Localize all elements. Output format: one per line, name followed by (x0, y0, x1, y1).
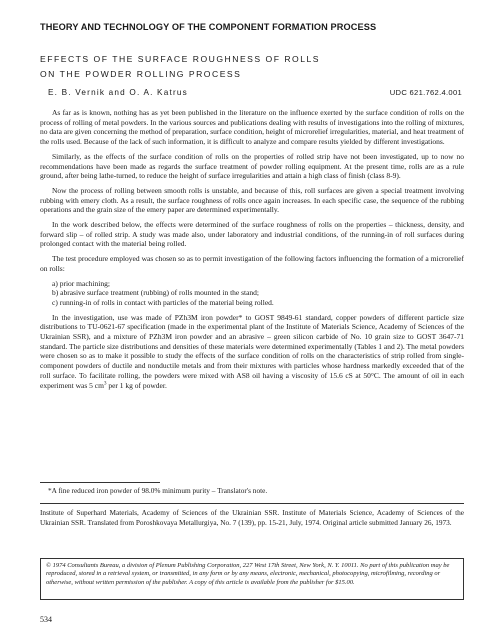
paragraph: The test procedure employed was chosen so as to permit investigation of the following factors influencing the formation of a microrelief on rolls: (40, 254, 464, 273)
superscript: 3 (103, 381, 107, 387)
paragraph: As far as is known, nothing has as yet been published in the literature on the influence exerted by the surface condition of rolls on the process of rolling of metal powders. In the various sources and publications dealing with results of investigations into the rolling of mixtures, no data are given concerning the method of preparation, surface condition, height of microrelief irregularities, material, and heat treatment of the rolls used. Because of the lack of such information, it is difficult to analyze and compare results yielded by different investigations. (40, 108, 464, 147)
footnote-divider (40, 482, 160, 483)
page-number: 534 (40, 615, 52, 624)
affiliation: Institute of Superhard Materials, Academy of Sciences of the Ukrainian SSR. Institute of Materials Science, Academy of Sciences of the Ukrainian SSR. Translated from Poroshkovaya Metallurgiya, No. 7 (139), pp. 15-21, July, 1974. Original article submitted January 26, 1973. (40, 508, 464, 527)
paragraph: Now the process of rolling between smooth rolls is unstable, and because of this, roll surfaces are given a special treatment involving rubbing with emery cloth. As a result, the surface roughness of rolls once again increases. In each specific case, the sequence of the rubbing operations and the grain size of the emery paper are determined experimentally. (40, 185, 464, 215)
authors: E. B. Vernik and O. A. Katrus (48, 88, 188, 97)
footnote: *A fine reduced iron powder of 98.0% minimum purity – Translator's note. (48, 486, 268, 495)
article-body (40, 108, 464, 395)
paragraph: In the work described below, the effects were determined of the surface roughness of rolls on the properties – thickness, density, and forward slip – of rolled strip. A study was made also, under laboratory and industrial conditions, of the running-in of roll surfaces during prolonged contact with the material being rolled. (40, 220, 464, 249)
article-title (40, 52, 320, 82)
section-title: THEORY AND TECHNOLOGY OF THE COMPONENT FORMATION PROCESS (40, 22, 377, 32)
list-item: c) running-in of rolls in contact with particles of the material being rolled. (52, 297, 274, 307)
paragraph-text: In the investigation, use was made of PZh3M iron powder* to GOST 9849-61 standard, copper powders of different particle size distributions to TU-0621-67 specification (made in the experimental plant of the Institute of Materials Science, Academy of Sciences of the Ukrainian SSR), and a mixture of PZh3M iron powder and an abrasive – green silicon carbide of No. 10 grain size to GOST 3647-71 standard. The particle size distributions and densities of these materials were determined experimentally (Tables 1 and 2). The metal powders were chosen so as to make it possible to study the effects of the surface condition of rolls on the characteristics of strip rolled from single-component powders of ductile and nonductile metals and from their mixtures with particles whose hardness markedly exceeded that of the roll surface. To facilitate rolling, the powders were mixed with AS8 oil having a viscosity of 15.6 cS at 50°C. The amount of oil in each experiment was 5 cm (40, 312, 464, 390)
udc-code: UDC 621.762.4.001 (389, 88, 462, 97)
paragraph-text-end: per 1 kg of powder. (106, 380, 167, 390)
article-title-line2: ON THE POWDER ROLLING PROCESS (40, 69, 242, 79)
list-item: b) abrasive surface treatment (rubbing) of rolls mounted in the stand; (52, 288, 260, 298)
affiliation-divider (40, 503, 464, 504)
article-title-line1: EFFECTS OF THE SURFACE ROUGHNESS OF ROLLS (40, 54, 321, 64)
list-item: a) prior machining; (52, 278, 110, 288)
paragraph (40, 313, 464, 391)
copyright-box: © 1974 Consultants Bureau, a division of Plenum Publishing Corporation, 227 West 17th Street, New York, N. Y. 10011. No part of this publication may be reproduced, stored in a retrieval system, or transmitted, in any form or by any means, electronic, mechanical, photocopying, microfilming, recording or otherwise, without written permission of the publisher. A copy of this article is available from the publisher for $15.00. (40, 558, 464, 600)
paragraph: Similarly, as the effects of the surface condition of rolls on the properties of rolled strip have not been investigated, up to now no recommendations have been made as regards the surface treatment of powder rolling equipment. At the present time, rolls are as a rule ground, after being lathe-turned, to reduce the height of surface irregularities and attain a high class of finish (class 8-9). (40, 151, 464, 181)
